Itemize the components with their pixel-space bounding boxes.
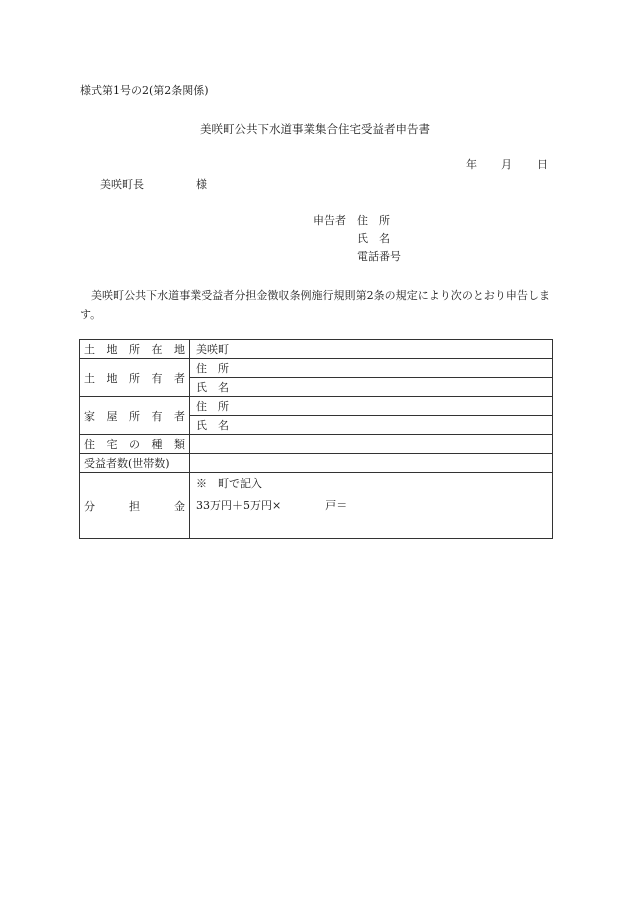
house-owner-address-field[interactable]: 住 所 <box>190 397 553 416</box>
land-owner-address-field[interactable]: 住 所 <box>190 359 553 378</box>
applicant-name-label: 氏 名 <box>357 232 390 245</box>
form-number: 様式第1号の2(第2条関係) <box>80 84 209 97</box>
location-label <box>80 340 190 359</box>
charge-note: ※ 町で記入 <box>196 477 262 490</box>
housing-type-label <box>80 435 190 454</box>
label-char: 分 <box>84 499 95 513</box>
beneficiaries-field[interactable] <box>190 454 553 473</box>
table-row <box>80 435 553 454</box>
label-char: 土 <box>84 371 95 385</box>
applicant-phone-label: 電話番号 <box>357 250 401 263</box>
charge-formula: 33万円＋5万円× 戸＝ <box>196 499 348 512</box>
label-char: 有 <box>151 409 163 423</box>
applicant-label: 申告者 <box>313 214 346 227</box>
charge-field[interactable] <box>190 473 553 539</box>
applicant-address-label: 住 所 <box>357 214 390 227</box>
label-char: 者 <box>174 409 185 423</box>
land-owner-label <box>80 359 190 397</box>
land-owner-name-field[interactable]: 氏 名 <box>190 378 553 397</box>
location-value[interactable]: 美咲町 <box>190 340 553 359</box>
label-char: 担 <box>129 499 140 513</box>
label-char: 地 <box>174 343 185 356</box>
label-char: 地 <box>106 371 118 385</box>
house-owner-label <box>80 397 190 435</box>
label-char: 屋 <box>106 409 118 423</box>
table-row <box>80 473 553 539</box>
charge-label <box>80 473 190 539</box>
label-char: の <box>129 438 140 451</box>
date-year-label: 年 <box>466 158 477 171</box>
document-title: 美咲町公共下水道事業集合住宅受益者申告書 <box>200 122 430 136</box>
label-char: 種 <box>151 438 163 451</box>
table-row <box>80 340 553 359</box>
label-char: 土 <box>84 343 95 356</box>
date-month-label: 月 <box>501 158 512 171</box>
date-day-label: 日 <box>537 158 548 171</box>
label-char: 有 <box>151 371 163 385</box>
table-row <box>80 454 553 473</box>
declaration-text: 美咲町公共下水道事業受益者分担金徴収条例施行規則第2条の規定により次のとおり申告します。 <box>80 289 550 321</box>
honorific: 様 <box>196 178 207 191</box>
label-char: 類 <box>174 438 185 451</box>
label-char: 者 <box>174 371 185 385</box>
table-row <box>80 397 553 416</box>
label-char: 家 <box>84 409 95 423</box>
label-char: 所 <box>129 371 140 385</box>
label-char: 所 <box>129 343 140 356</box>
label-char: 地 <box>106 343 118 356</box>
application-table <box>79 339 553 539</box>
beneficiaries-label: 受益者数(世帯数) <box>80 454 190 473</box>
label-char: 所 <box>129 409 140 423</box>
label-char: 住 <box>84 438 95 451</box>
table-row <box>80 359 553 378</box>
housing-type-field[interactable] <box>190 435 553 454</box>
label-char: 宅 <box>106 438 118 451</box>
house-owner-name-field[interactable]: 氏 名 <box>190 416 553 435</box>
label-char: 金 <box>174 499 185 513</box>
label-char: 在 <box>151 343 163 356</box>
addressee: 美咲町長 <box>100 178 144 191</box>
